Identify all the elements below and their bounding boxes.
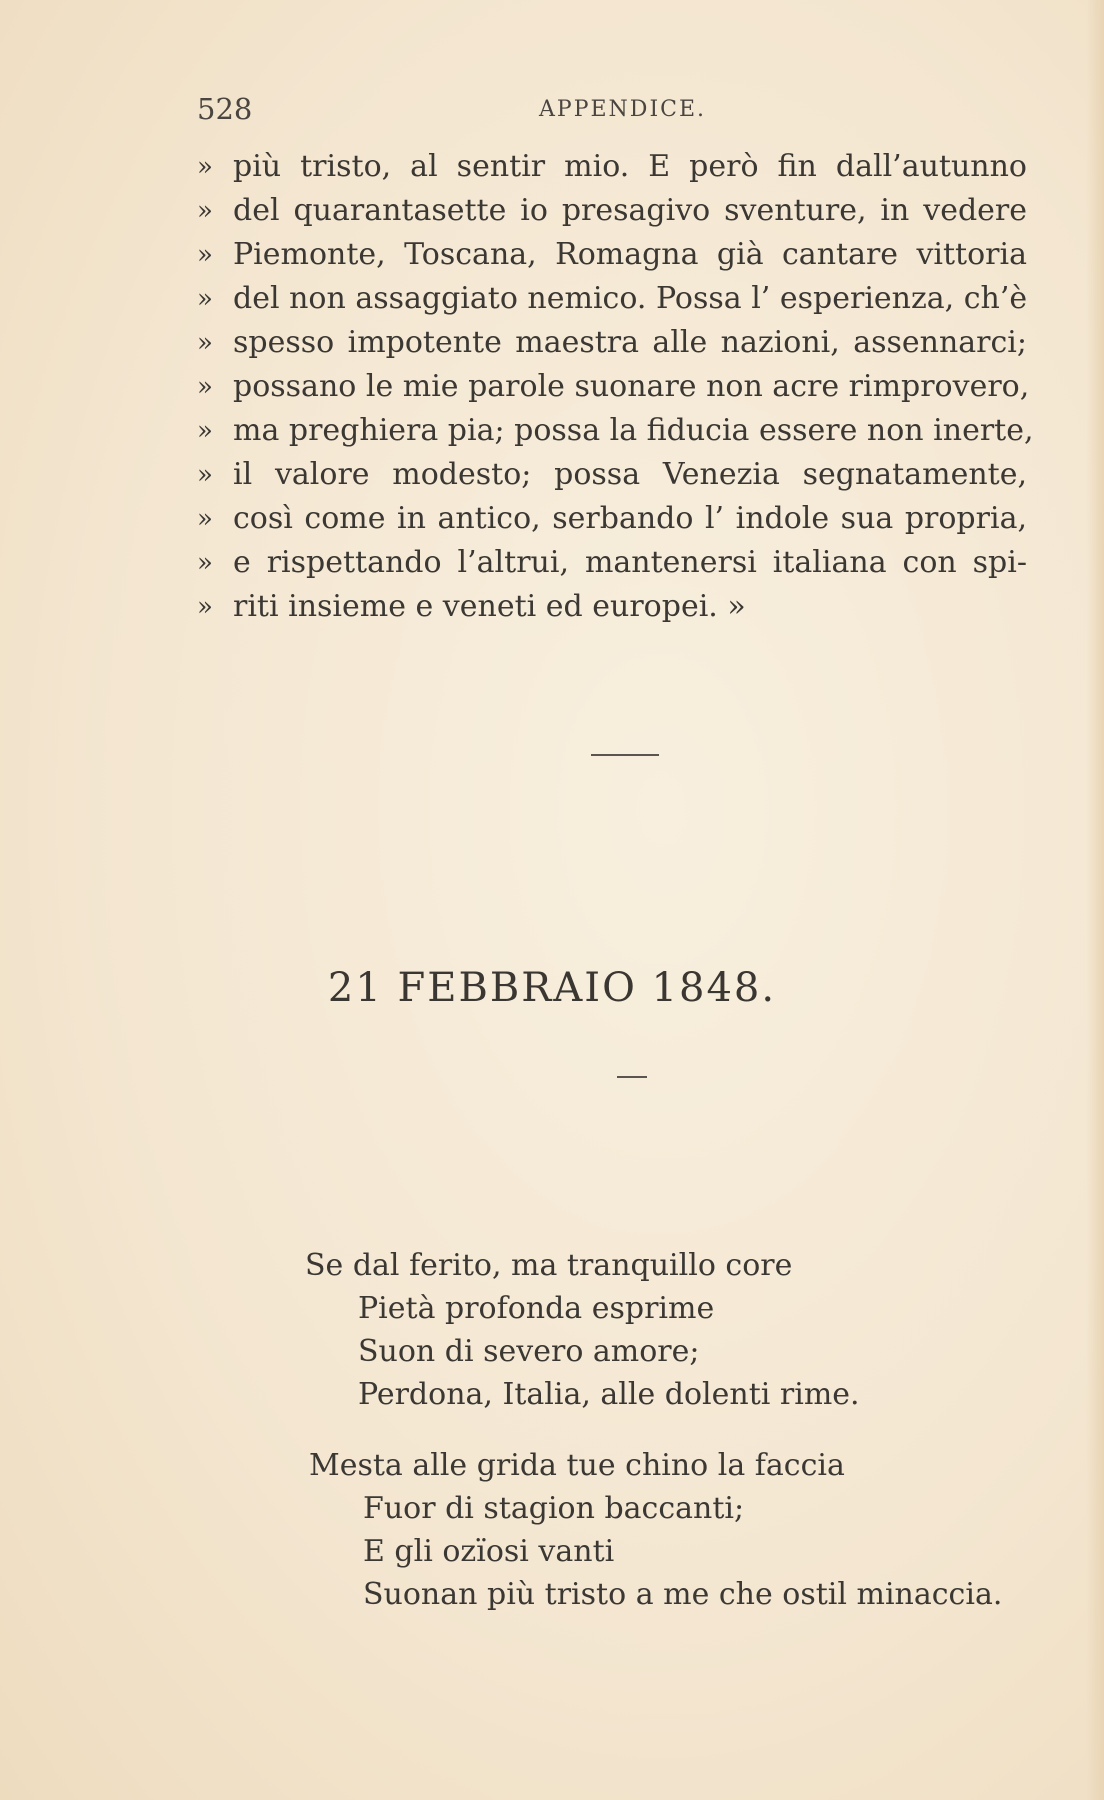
quote-mark: » xyxy=(197,416,213,446)
quote-mark: » xyxy=(197,196,213,226)
title-underline-rule xyxy=(617,1076,647,1078)
verse-line: Suon di severo amore; xyxy=(358,1334,700,1369)
prose-line-text: ma preghiera pia; possa la fiducia essere non inerte, xyxy=(233,413,1034,448)
quote-mark: » xyxy=(197,548,213,578)
section-separator-rule xyxy=(591,754,659,756)
verse-line: Suonan più tristo a me che ostil minaccia. xyxy=(363,1577,1003,1612)
quote-mark: » xyxy=(197,460,213,490)
poem xyxy=(305,1244,1025,1644)
prose-line-text: del non assaggiato nemico. Possa l’ esperienza, ch’è xyxy=(233,281,1028,316)
running-head: APPENDICE. xyxy=(539,97,707,122)
prose-line xyxy=(197,321,1027,365)
prose-line xyxy=(197,277,1027,321)
prose-line-text: Piemonte, Toscana, Romagna già cantare vittoria xyxy=(233,237,1027,272)
prose-line xyxy=(197,541,1027,585)
verse-line: Se dal ferito, ma tranquillo core xyxy=(305,1248,793,1283)
prose-line xyxy=(197,409,1034,453)
prose-line xyxy=(197,145,1027,189)
prose-line xyxy=(197,233,1027,277)
prose-line xyxy=(197,365,1030,409)
page-header xyxy=(197,92,1027,132)
prose-line-text: del quarantasette io presagivo sventure, in vedere xyxy=(233,193,1027,228)
prose-line xyxy=(197,189,1027,233)
verse-line: Fuor di stagion baccanti; xyxy=(363,1491,745,1526)
quote-mark: » xyxy=(197,328,213,358)
poem-stanza-2 xyxy=(305,1444,1025,1616)
prose-line-text: più tristo, al sentir mio. E però fin dall’autunno xyxy=(233,149,1027,184)
prose-line-text: possano le mie parole suonare non acre rimprovero, xyxy=(233,369,1030,404)
prose-line xyxy=(197,453,1027,497)
prose-line-text: così come in antico, serbando l’ indole sua propria, xyxy=(233,501,1027,536)
page-number: 528 xyxy=(197,92,253,126)
quoted-prose xyxy=(197,145,1034,629)
quote-mark: » xyxy=(197,372,213,402)
quote-mark: » xyxy=(197,592,213,622)
prose-line xyxy=(197,497,1027,541)
page-edge-shadow xyxy=(1086,0,1104,1800)
prose-line-text: riti insieme e veneti ed europei. » xyxy=(233,589,746,624)
prose-line xyxy=(197,585,1027,629)
prose-line-text: spesso impotente maestra alle nazioni, assennarci; xyxy=(233,325,1027,360)
section-title: 21 FEBBRAIO 1848. xyxy=(327,965,777,1011)
verse-line: E gli ozïosi vanti xyxy=(363,1534,615,1569)
quote-mark: » xyxy=(197,284,213,314)
verse-line: Perdona, Italia, alle dolenti rime. xyxy=(358,1377,860,1412)
quote-mark: » xyxy=(197,152,213,182)
prose-line-text: e rispettando l’altrui, mantenersi italiana con spi- xyxy=(233,545,1027,580)
prose-line-text: il valore modesto; possa Venezia segnatamente, xyxy=(233,457,1027,492)
verse-line: Mesta alle grida tue chino la faccia xyxy=(309,1448,845,1483)
quote-mark: » xyxy=(197,504,213,534)
poem-stanza-1 xyxy=(305,1244,1025,1416)
verse-line: Pietà profonda esprime xyxy=(358,1291,715,1326)
quote-mark: » xyxy=(197,240,213,270)
